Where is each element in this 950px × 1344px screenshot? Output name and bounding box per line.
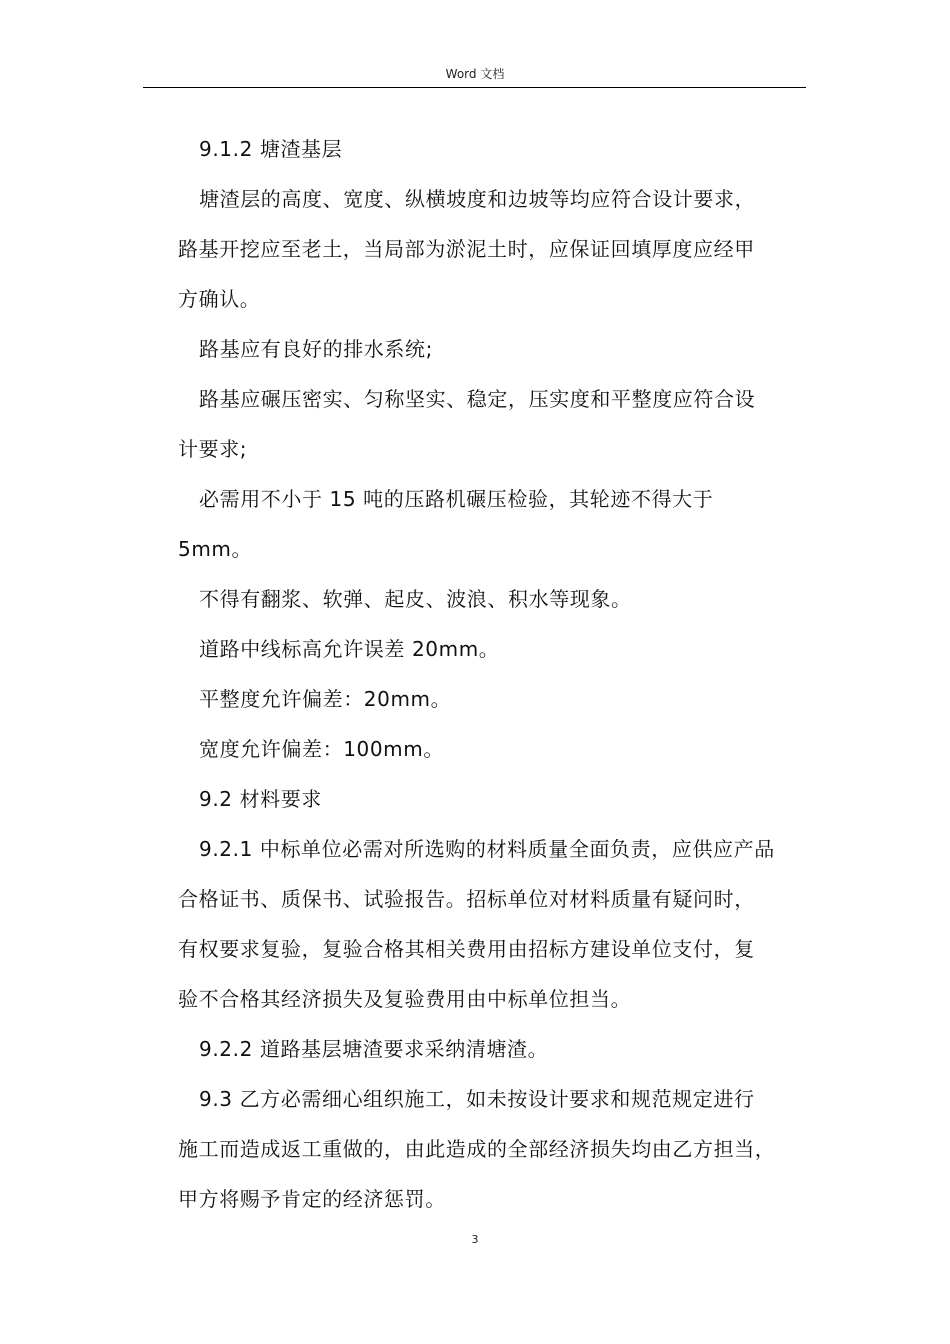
text-line: 验不合格其经济损失及复验费用由中标单位担当。 [178,987,632,1011]
section-heading: 9.2 材料要求 [199,787,322,811]
text-line: 方确认。 [178,287,261,311]
text-line: 施工而造成返工重做的，由此造成的全部经济损失均由乙方担当， [178,1137,776,1161]
text-line: 路基开挖应至老土，当局部为淤泥土时，应保证回填厚度应经甲 [178,237,755,261]
text-line: 5mm。 [178,537,253,561]
page-number: 3 [471,1233,479,1246]
text-line: 平整度允许偏差：20mm。 [199,687,452,711]
header-divider [143,87,806,88]
text-line: 9.3 乙方必需细心组织施工，如未按设计要求和规范规定进行 [199,1087,755,1111]
text-line: 9.1.2 塘渣基层 [199,137,343,161]
page-header: Word 文档 [445,67,505,81]
text-line: 9.2.1 中标单位必需对所选购的材料质量全面负责，应供应产品 [199,837,775,861]
document-body [178,124,808,1224]
text-line: 甲方将赐予肯定的经济惩罚。 [178,1187,446,1211]
text-line: 9.2.2 道路基层塘渣要求采纳清塘渣。 [199,1037,549,1061]
text-line: 路基应有良好的排水系统; [199,337,433,361]
text-line: 不得有翻浆、软弹、起皮、波浪、积水等现象。 [199,587,632,611]
text-line: 有权要求复验，复验合格其相关费用由招标方建设单位支付，复 [178,937,755,961]
text-line: 塘渣层的高度、宽度、纵横坡度和边坡等均应符合设计要求， [199,187,756,211]
text-line: 路基应碾压密实、匀称坚实、稳定，压实度和平整度应符合设 [199,387,756,411]
text-line: 道路中线标高允许误差 20mm。 [199,637,500,661]
text-line: 必需用不小于 15 吨的压路机碾压检验，其轮迹不得大于 [199,487,714,511]
text-line: 合格证书、质保书、试验报告。招标单位对材料质量有疑问时， [178,887,755,911]
text-line: 计要求; [178,437,248,461]
text-line: 宽度允许偏差：100mm。 [199,737,444,761]
